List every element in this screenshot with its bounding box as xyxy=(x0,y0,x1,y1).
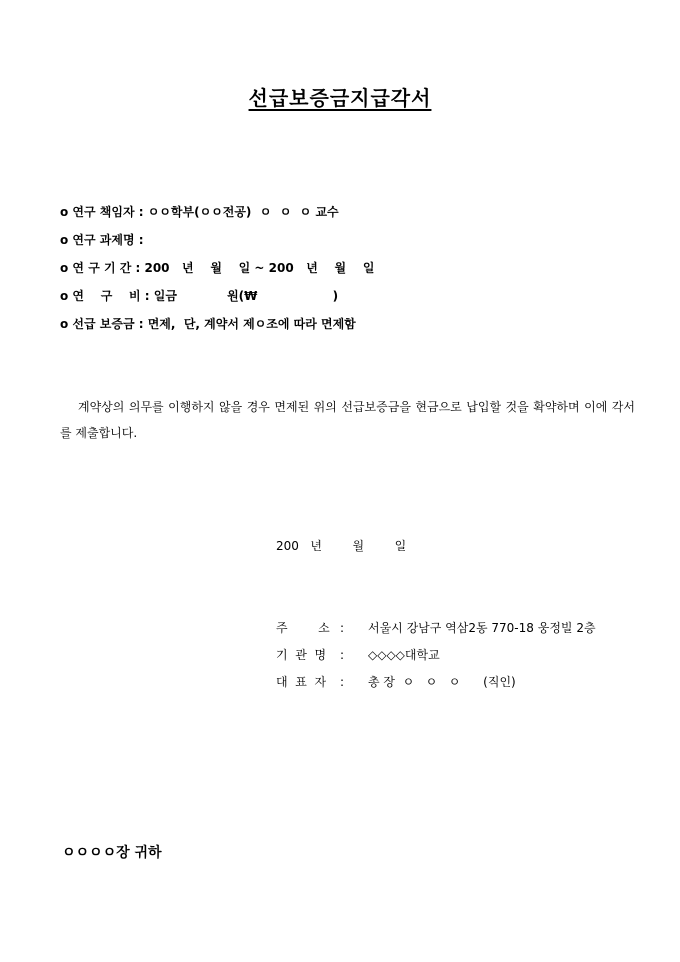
info-row-research-period: o 연 구 기 간 : 200 년 월 일 ~ 200 년 월 일 xyxy=(60,261,375,275)
org-value: ◇◇◇◇대학교 xyxy=(368,648,440,662)
representative-value: 총 장 ㅇ ㅇ ㅇ (직인) xyxy=(368,675,516,689)
address-value: 서울시 강남구 역삼2동 770-18 웅정빌 2층 xyxy=(368,621,596,635)
document-title xyxy=(0,82,680,111)
date-line: 200 년 월 일 xyxy=(276,539,407,553)
pledge-statement: 계약상의 의무를 이행하지 않을 경우 면제된 위의 선급보증금을 현금으로 납입할 것을 확약하며 이에 각서를 제출합니다. xyxy=(60,400,635,440)
representative-label: 대 표 자 xyxy=(276,675,327,689)
document-title-text: 선급보증금지급각서 xyxy=(248,86,432,110)
recipient-line: ㅇㅇㅇㅇ장 귀하 xyxy=(62,845,162,861)
info-row-research-funds: o 연 구 비 : 일금 원(₩ ) xyxy=(60,289,339,303)
signature-org-row xyxy=(276,646,596,673)
address-separator: : xyxy=(340,621,345,635)
signature-address-row xyxy=(276,619,596,646)
research-info-list xyxy=(60,203,374,343)
signature-block xyxy=(276,619,596,700)
signature-representative-row xyxy=(276,673,596,700)
address-label: 주 소 xyxy=(276,621,330,635)
info-row-research-lead: o 연구 책임자 : ㅇㅇ학부(ㅇㅇ전공) ㅇ ㅇ ㅇ 교수 xyxy=(60,205,339,219)
representative-separator: : xyxy=(340,675,345,689)
org-separator: : xyxy=(340,648,345,662)
info-row-project-name: o 연구 과제명 : xyxy=(60,233,144,247)
org-label: 기 관 명 xyxy=(276,648,327,662)
info-row-advance-deposit: o 선급 보증금 : 면제, 단, 계약서 제ㅇ조에 따라 면제함 xyxy=(60,317,356,331)
